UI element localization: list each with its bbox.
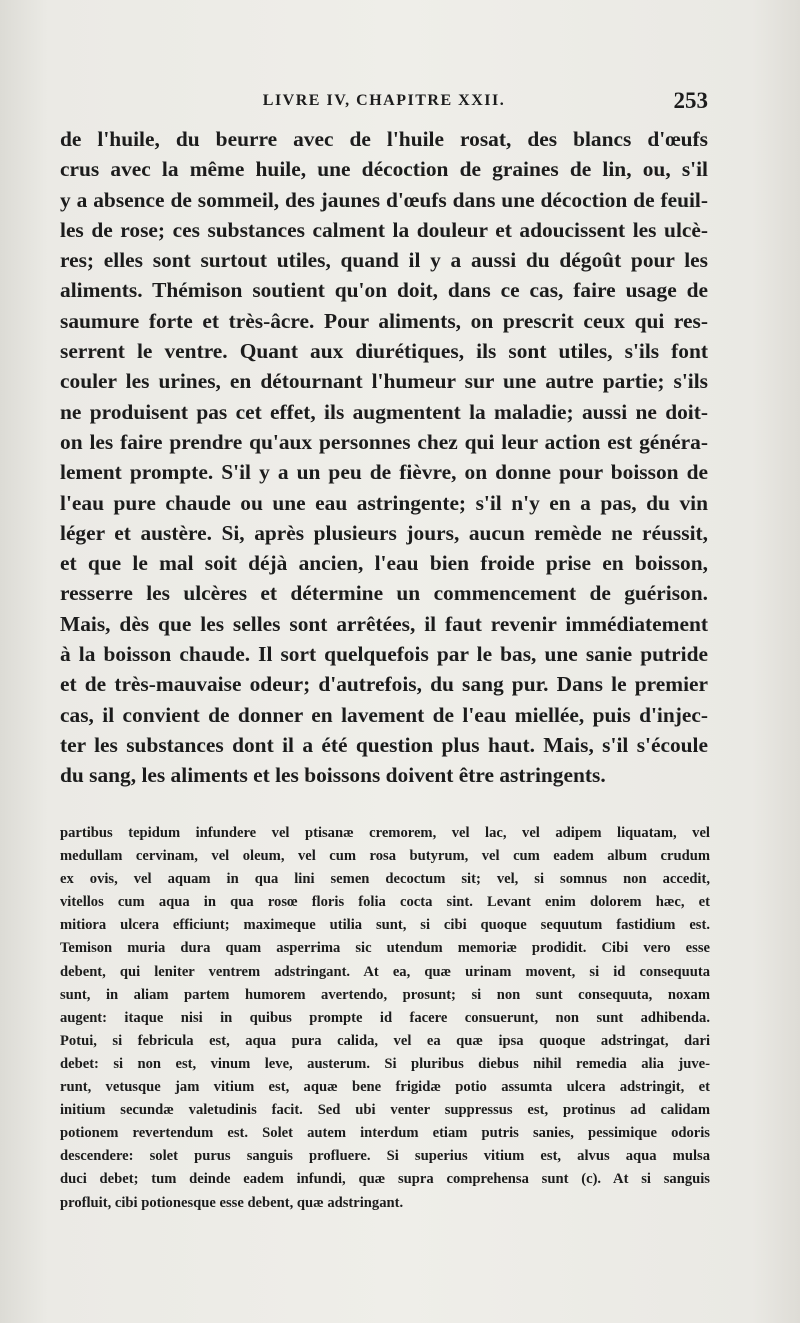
french-text-line: Mais, dès que les selles sont arrêtées, il faut revenir immédiatement	[60, 611, 708, 636]
french-text-line: ter les substances dont il a été question plus haut. Mais, s'il s'écoule	[60, 732, 708, 757]
french-text-line: on les faire prendre qu'aux personnes chez qui leur action est généra-	[60, 429, 708, 454]
latin-text-line: mitiora ulcera efficiunt; maximeque utilia sunt, si cibi quoque sequutum fastidium est.	[60, 917, 710, 934]
latin-text-line: potionem revertendum est. Solet autem interdum etiam putris sanies, pessimique odoris	[60, 1125, 710, 1142]
page-header	[60, 88, 708, 120]
french-text-line: y a absence de sommeil, des jaunes d'œufs dans une décoction de feuil-	[60, 187, 708, 212]
latin-text-line: duci debet; tum deinde eadem infundi, quæ supra comprehensa sunt (c). At si sanguis	[60, 1171, 710, 1188]
french-text-line: res; elles sont surtout utiles, quand il y a aussi du dégoût pour les	[60, 248, 708, 273]
french-text-line: cas, il convient de donner en lavement de l'eau miellée, puis d'injec-	[60, 702, 708, 727]
latin-text-line: ex ovis, vel aquam in qua lini semen decoctum sit; vel, si somnus non accedit,	[60, 871, 710, 888]
latin-text-line: Potui, si febricula est, aqua pura calida, vel ea quæ ipsa quoque adstringat, dari	[60, 1032, 710, 1049]
french-text-line: crus avec la même huile, une décoction de graines de lin, ou, s'il	[60, 157, 708, 182]
french-translation-text	[60, 124, 708, 791]
latin-text-line: runt, vetusque jam vitium est, aquæ bene frigidæ potio assumta ulcera adstringit, et	[60, 1079, 710, 1096]
latin-text-line: medullam cervinam, vel oleum, vel cum rosa butyrum, vel cum eadem album crudum	[60, 848, 710, 865]
latin-text-line: Temison muria dura quam asperrima sic utendum memoriæ prodidit. Cibi vero esse	[60, 940, 710, 957]
latin-text-line: profluit, cibi potionesque esse debent, quæ adstringant.	[60, 1194, 404, 1211]
french-text-line: ne produisent pas cet effet, ils augmentent la maladie; aussi ne doit-	[60, 399, 708, 424]
french-text-line: de l'huile, du beurre avec de l'huile rosat, des blancs d'œufs	[60, 127, 708, 151]
french-text-line: l'eau pure chaude ou une eau astringente; s'il n'y en a pas, du vin	[60, 490, 708, 515]
latin-text-line: debent, qui leniter ventrem adstringant. At ea, quæ urinam movent, si id consequuta	[60, 963, 710, 980]
latin-text-line: sunt, in aliam partem humorem avertendo, prosunt; si non sunt consequuta, noxam	[60, 986, 710, 1003]
latin-text-line: descendere: solet purus sanguis profluere. Si superius vitium est, alvus aqua mulsa	[60, 1148, 710, 1165]
french-text-line: resserre les ulcères et détermine un commencement de guérison.	[60, 581, 708, 606]
french-text-line: saumure forte et très-âcre. Pour aliments, on prescrit ceux qui res-	[60, 308, 708, 333]
latin-original-text	[60, 822, 710, 1215]
french-text-line: lement prompte. S'il y a un peu de fièvre, on donne pour boisson de	[60, 460, 708, 485]
french-text-line: serrent le ventre. Quant aux diurétiques, ils sont utiles, s'ils font	[60, 339, 708, 364]
latin-text-line: initium secundæ valetudinis facit. Sed ubi venter suppressus est, protinus ad calidam	[60, 1102, 710, 1119]
french-text-line: et de très-mauvaise odeur; d'autrefois, du sang pur. Dans le premier	[60, 672, 708, 697]
latin-text-line: augent: itaque nisi in quibus prompte id facere consuerunt, non sunt adhibenda.	[60, 1009, 710, 1026]
french-text-line: couler les urines, en détournant l'humeur sur une autre partie; s'ils	[60, 369, 708, 394]
latin-text-line: vitellos cum aqua in qua rosœ floris folia cocta sint. Levant enim dolorem hæc, et	[60, 894, 710, 911]
page-number: 253	[673, 88, 708, 113]
french-text-line: léger et austère. Si, après plusieurs jours, aucun remède ne réussit,	[60, 520, 708, 545]
french-text-line: aliments. Thémison soutient qu'on doit, dans ce cas, faire usage de	[60, 278, 708, 303]
french-text-line: et que le mal soit déjà ancien, l'eau bien froide prise en boisson,	[60, 551, 708, 576]
latin-text-line: debet: si non est, vinum leve, austerum. Si pluribus diebus nihil remedia alia juve-	[60, 1055, 710, 1072]
running-head: LIVRE IV, CHAPITRE XXII.	[262, 92, 506, 109]
french-text-line: les de rose; ces substances calment la douleur et adoucissent les ulcè-	[60, 217, 708, 242]
latin-text-line: partibus tepidum infundere vel ptisanæ cremorem, vel lac, vel adipem liquatam, vel	[60, 825, 710, 841]
french-text-line: à la boisson chaude. Il sort quelquefois par le bas, une sanie putride	[60, 642, 708, 667]
french-text-line: du sang, les aliments et les boissons doivent être astringents.	[60, 763, 606, 788]
